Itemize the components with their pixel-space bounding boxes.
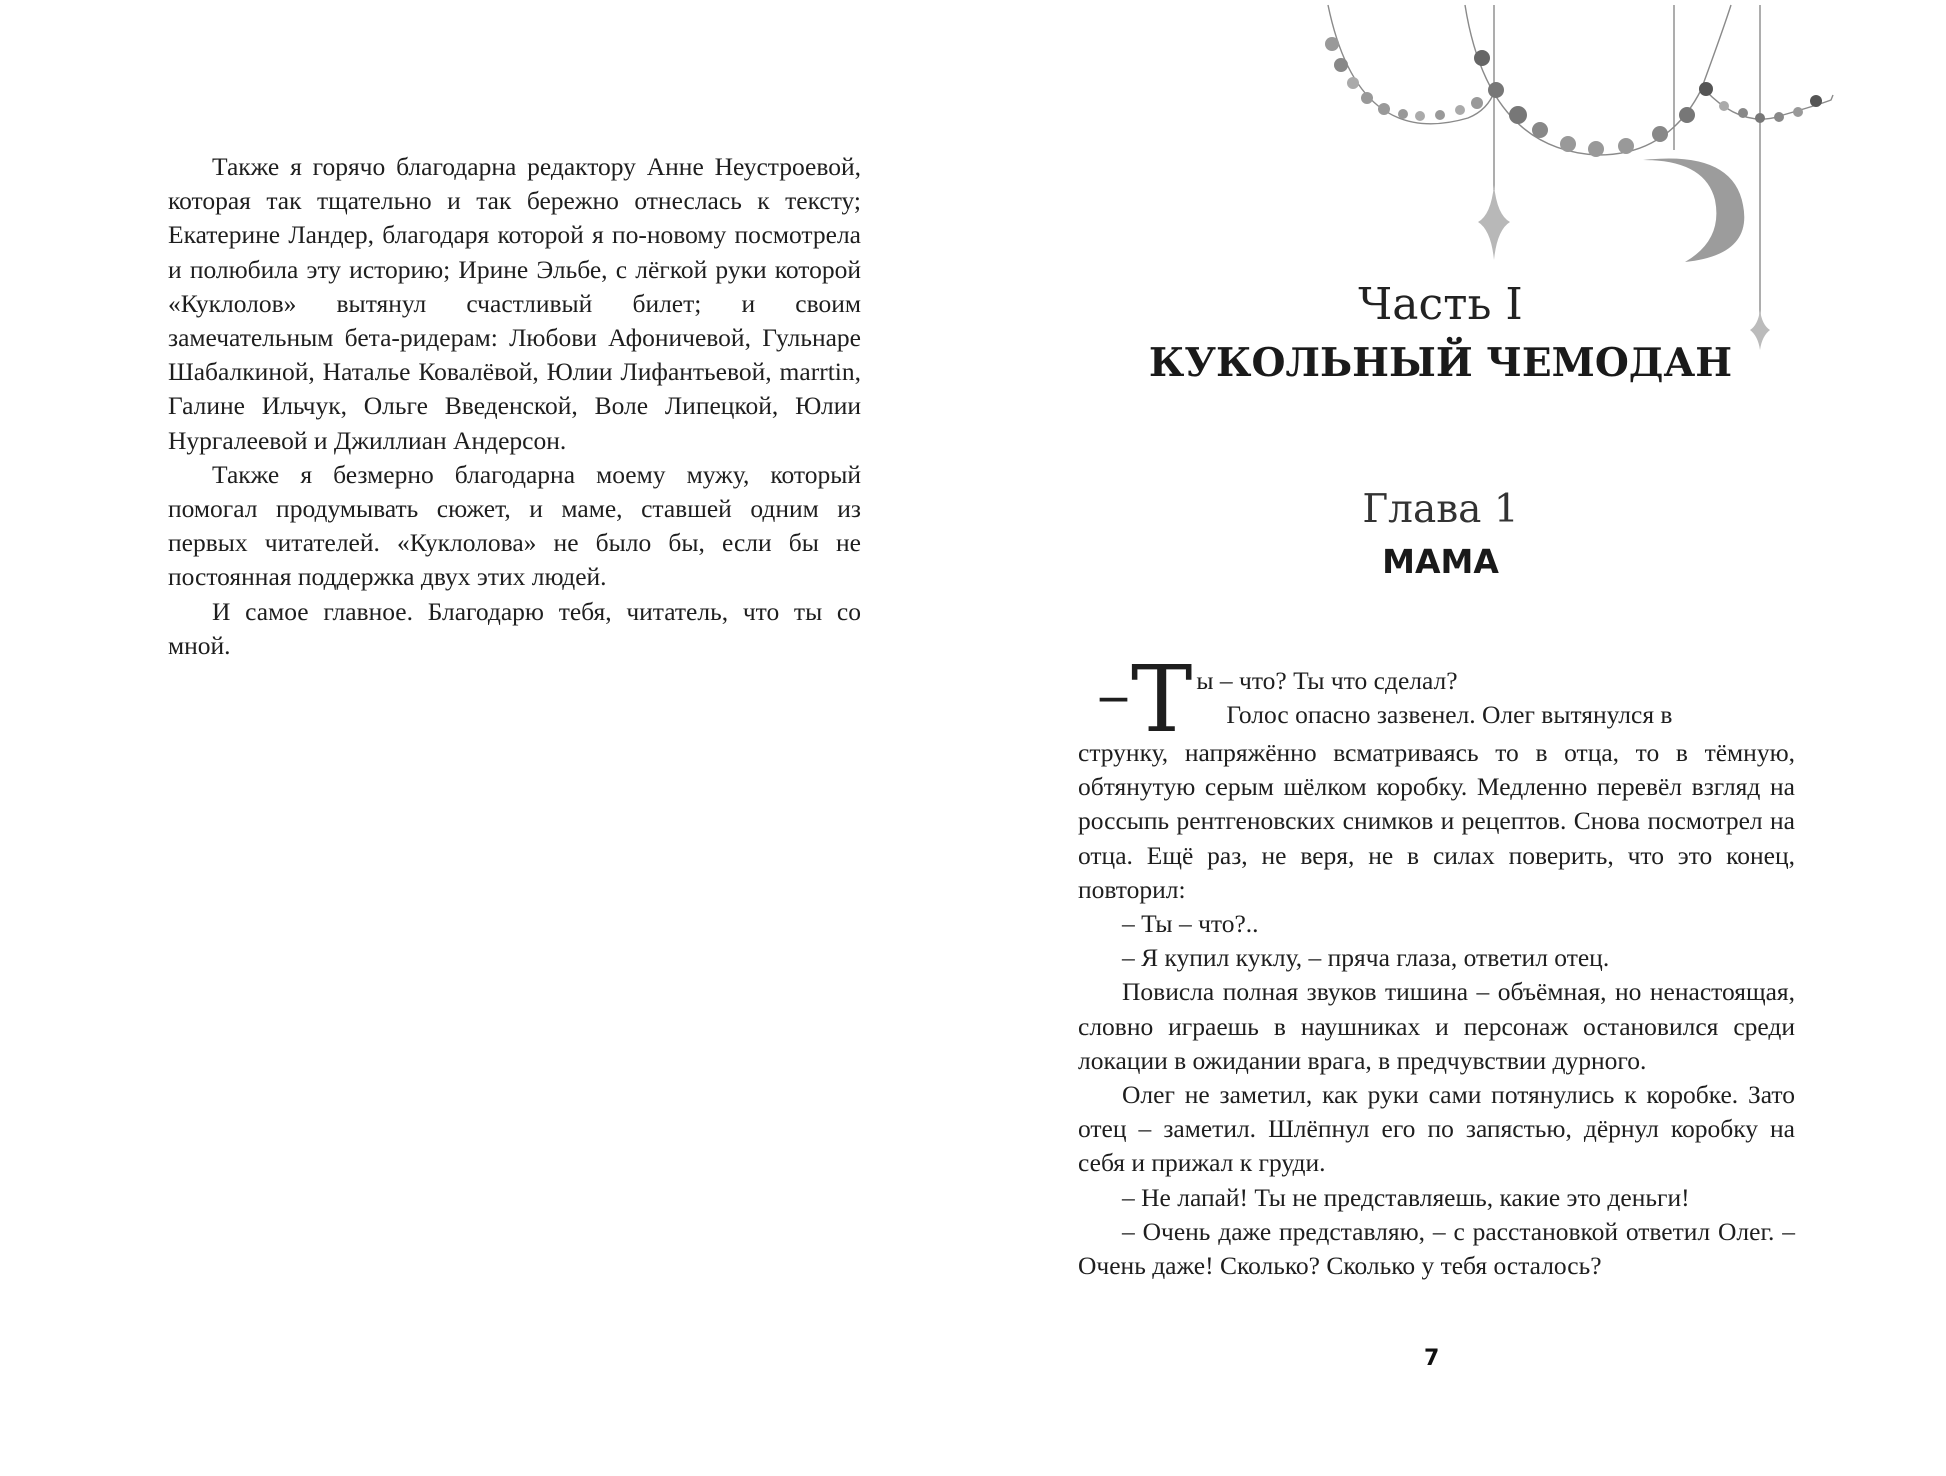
bead-icons: [1325, 37, 1822, 157]
paragraph: – Я купил куклу, – пряча глаза, ответил отец.: [1122, 943, 1610, 973]
dropcap-line-1: ы – что? Ты что сделал?: [1196, 666, 1458, 695]
part-heading: [1078, 277, 1803, 393]
chapter-label: Глава 1: [1362, 487, 1519, 532]
chapter-heading: [1078, 483, 1803, 587]
part-title: КУКОЛЬНЫЙ ЧЕМОДАН: [1148, 340, 1733, 386]
paragraph: – Ты – что?..: [1122, 909, 1259, 939]
garland-strings: [1328, 5, 1833, 315]
paragraph: Также я горячо благодарна редактору Анне Неустроевой, которая так тщательно и так бережно отнеслась к тексту; Екатерине Ландер, благодаря которой я по-новому посмотрела и полюбила эту историю; Ирине Эльбе, с лёгкой руки которой «Куклолов» вытянул счастливый билет; и своим замечательным бета-ридерам: Любови Афоничевой, Гульнаре Шабалкиной, Наталье Ковалёвой, Юлии Лифантьевой, marrtin, Галине Ильчук, Ольге Введенской, Воле Липецкой, Юлии Нургалеевой и Джиллиан Андерсон.: [168, 152, 861, 455]
paragraph: И самое главное. Благодарю тебя, читатель, что ты со мной.: [168, 596, 861, 660]
acknowledgements-text: [168, 150, 861, 663]
dropcap-line-2: Голос опасно зазвенел. Олег вытянулся в: [1226, 700, 1673, 730]
part-label: Часть I: [1358, 279, 1523, 330]
paragraph: Повисла полная звуков тишина – объёмная, но ненастоящая, словно играешь в наушниках и персонаж остановился среди локации в ожидании врага, в предчувствии дурного.: [1078, 977, 1795, 1075]
dropcap-paragraph: [1078, 646, 1795, 753]
paragraph: Также я безмерно благодарна моему мужу, который помогал продумывать сюжет, и маме, ставшей одним из первых читателей. «Куклолова» не было бы, если бы не постоянная поддержка двух этих людей.: [168, 459, 861, 592]
chapter-title: МАМА: [1382, 542, 1499, 581]
paragraph: – Не лапай! Ты не представляешь, какие это деньги!: [1122, 1182, 1690, 1212]
dropcap-letter: Т: [1131, 646, 1193, 753]
crescent-moon-icon: [1643, 158, 1744, 262]
paragraph: Олег не заметил, как руки сами потянулись к коробке. Зато отец – заметил. Шлёпнул его по запястью, дёрнул коробку на себя и прижал к груди.: [1078, 1080, 1795, 1178]
dropcap-dash: –: [1100, 664, 1127, 724]
paragraph: – Очень даже представляю, – с расстановкой ответил Олег. – Очень даже! Сколько? Сколько у тебя осталось?: [1078, 1216, 1795, 1281]
paragraph: струнку, напряжённо всматриваясь то в отца, то в тёмную, обтянутую серым шёлком коробку. Медленно перевёл взгляд на россыпь рентгеновских снимков и рецептов. Снова посмотрел на отца. Ещё раз, не веря, не в силах поверить, что это конец, повторил:: [1078, 738, 1795, 904]
right-page: [973, 0, 1946, 1476]
chapter-text: [1078, 646, 1795, 1283]
star-icon: [1478, 185, 1510, 260]
page-number: 7: [1424, 1346, 1440, 1371]
